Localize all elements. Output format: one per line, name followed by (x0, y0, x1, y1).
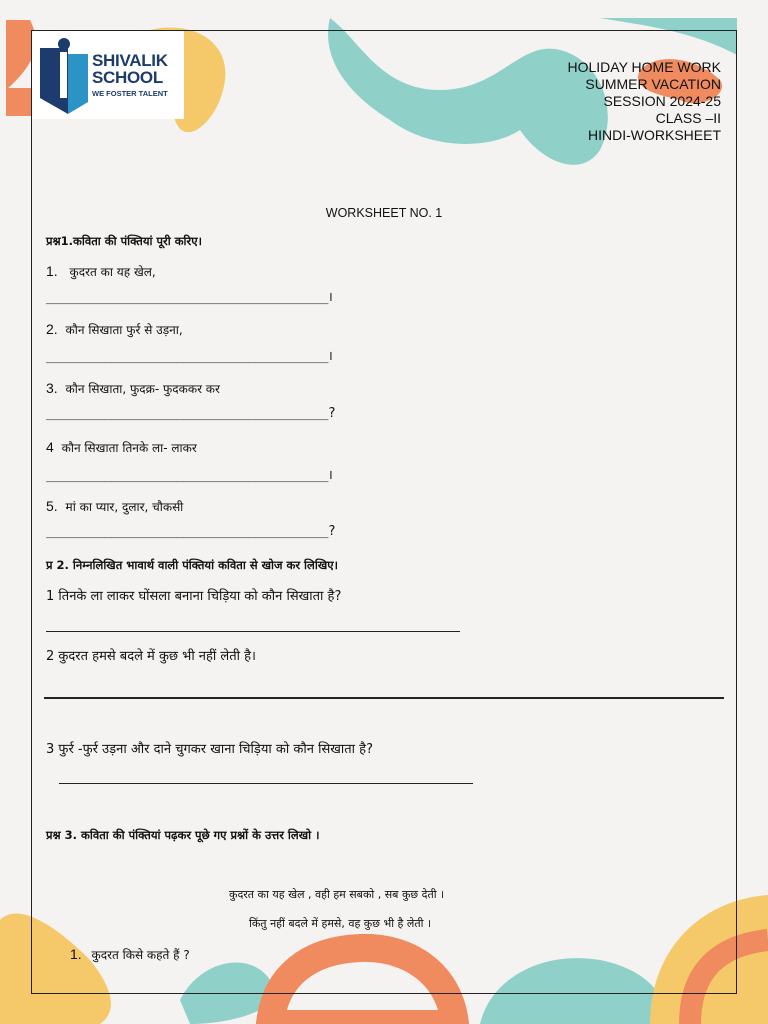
header-line: SESSION 2024-25 (603, 93, 721, 109)
q2-item (46, 739, 373, 757)
poem-line: कुदरत का यह खेल , वही हम सबको , सब कुछ देती । (229, 888, 445, 901)
q1-item (46, 498, 183, 515)
logo-text-line1: SHIVALIK (92, 51, 168, 70)
item-number: 3. (46, 380, 58, 396)
item-number: 2. (46, 321, 58, 337)
answer-blank[interactable]: _______________________________________। (46, 349, 333, 364)
q2-heading: प्र 2. निम्नलिखित भावार्थ वाली पंक्तियां कविता से खोज कर लिखिए। (46, 558, 338, 572)
answer-blank[interactable]: _______________________________________। (46, 290, 333, 305)
item-text: मां का प्यार, दुलार, चौकसी (65, 500, 184, 514)
answer-line[interactable] (46, 631, 460, 632)
q1-item (46, 380, 220, 397)
item-number: 1 (46, 589, 55, 604)
item-text: कुदरत का यह खेल, (69, 265, 156, 279)
answer-blank[interactable]: _______________________________________। (46, 468, 333, 483)
answer-line[interactable] (59, 783, 473, 784)
worksheet-title: WORKSHEET NO. 1 (325, 206, 443, 220)
blank-end-mark: । (327, 290, 333, 305)
item-number: 1. (70, 946, 82, 962)
q3-heading: प्रश्न 3. कविता की पंक्तियां पढ़कर पूछे गए प्रश्नों के उत्तर लिखो । (46, 828, 320, 842)
q1-item (46, 321, 183, 338)
q1-item (46, 439, 197, 456)
poem-line: किंतु नहीं बदले में हमसे, वह कुछ भी है लेती । (249, 917, 432, 930)
q1-heading: प्रश्न1.कविता की पंक्तियां पूरी करिए। (46, 234, 202, 248)
q1-item (46, 263, 156, 280)
item-number: 4 (46, 439, 54, 455)
header-line: HINDI-WORKSHEET (588, 127, 721, 143)
blank-end-mark: । (327, 349, 333, 364)
item-text: फुर्र -फुर्र उड़ना और दाने चुगकर खाना चिड़िया को कौन सिखाता है? (58, 742, 373, 757)
item-number: 5. (46, 498, 58, 514)
item-text: तिनके ला लाकर घोंसला बनाना चिड़िया को कौन सिखाता है? (58, 589, 342, 604)
header-line: SUMMER VACATION (585, 76, 721, 92)
item-text: कौन सिखाता फुर्र से उड़ना, (65, 323, 183, 337)
logo-text-line2: SCHOOL (92, 68, 163, 87)
blank-end-mark: ? (327, 524, 336, 539)
q2-item (46, 646, 256, 664)
blank-end-mark: ? (327, 406, 336, 421)
header-line: CLASS –II (655, 110, 721, 126)
item-number: 3 (46, 742, 55, 757)
header-line: HOLIDAY HOME WORK (567, 59, 721, 75)
item-text: कौन सिखाता, फुदक्र- फुदककर कर (65, 382, 220, 396)
item-text: कौन सिखाता तिनके ला- लाकर (61, 441, 197, 455)
school-logo (32, 31, 184, 119)
item-text: कुदरत हमसे बदले में कुछ भी नहीं लेती है। (58, 649, 256, 664)
worksheet-header (567, 59, 721, 144)
item-number: 2 (46, 649, 55, 664)
q3-question (70, 946, 190, 963)
answer-blank[interactable]: _______________________________________? (46, 406, 336, 421)
blank-end-mark: । (327, 468, 333, 483)
item-text: कुदरत किसे कहते हैं ? (91, 948, 190, 962)
shield-logo-icon (38, 36, 90, 116)
item-number: 1. (46, 263, 58, 279)
answer-blank[interactable]: _______________________________________? (46, 524, 336, 539)
answer-line[interactable] (44, 697, 724, 699)
q2-item (46, 586, 341, 604)
logo-tagline: WE FOSTER TALENT (92, 89, 168, 98)
